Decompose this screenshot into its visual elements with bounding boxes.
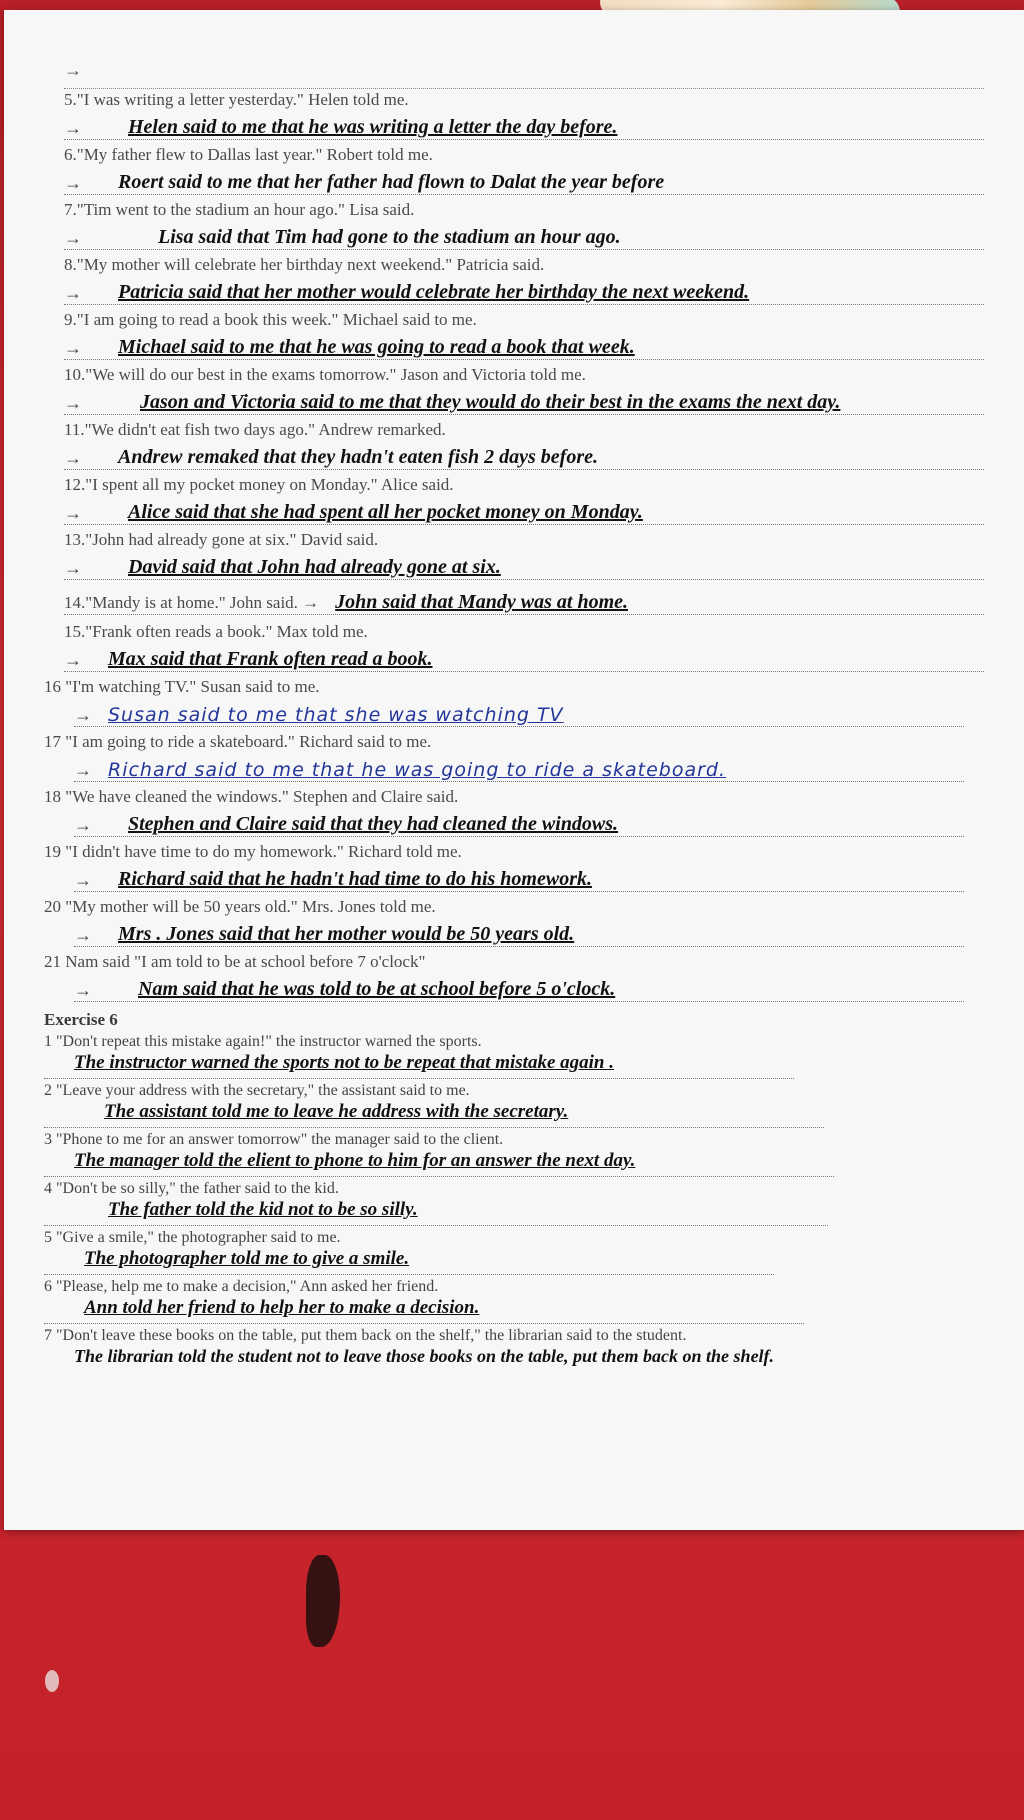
answer-line bbox=[74, 808, 964, 837]
light-speck bbox=[45, 1670, 59, 1692]
list-item bbox=[64, 364, 1004, 415]
arrow-icon: → bbox=[74, 925, 92, 945]
list-item bbox=[64, 89, 1004, 140]
arrow-icon: → bbox=[74, 705, 92, 725]
question-text: 17 "I am going to ride a skateboard." Richard said to me. bbox=[44, 732, 432, 751]
answer-line bbox=[64, 221, 984, 250]
answer-line bbox=[74, 918, 964, 947]
question-text: 21 Nam said "I am told to be at school before 7 o'clock" bbox=[44, 952, 426, 971]
list-item bbox=[64, 584, 984, 615]
arrow-icon: → bbox=[74, 980, 92, 1000]
question-text: 8."My mother will celebrate her birthday next weekend." Patricia said. bbox=[64, 255, 545, 274]
answer-text: David said that John had already gone at six. bbox=[128, 556, 501, 578]
answer-text: Jason and Victoria said to me that they would do their best in the exams the next day. bbox=[140, 391, 841, 413]
answer-line bbox=[64, 551, 984, 580]
question-text: 3 "Phone to me for an answer tomorrow" the manager said to the client. bbox=[44, 1131, 504, 1148]
answer-line bbox=[44, 1199, 828, 1226]
list-item bbox=[44, 786, 1004, 837]
handwritten-answer: Richard said to me that he was going to ride a skateboard. bbox=[108, 759, 727, 781]
question-text: 19 "I didn't have time to do my homework." Richard told me. bbox=[44, 842, 462, 861]
arrow-icon: → bbox=[64, 118, 82, 138]
answer-line bbox=[44, 1297, 804, 1324]
answer-line bbox=[74, 973, 964, 1002]
list-item bbox=[64, 419, 1004, 470]
list-item bbox=[64, 254, 1004, 305]
list-item bbox=[64, 529, 1004, 580]
list-item bbox=[44, 731, 1004, 782]
question-text: 12."I spent all my pocket money on Monday." Alice said. bbox=[64, 475, 454, 494]
answer-text: The instructor warned the sports not to be repeat that mistake again . bbox=[74, 1052, 614, 1073]
list-item bbox=[64, 474, 1004, 525]
answer-line bbox=[74, 863, 964, 892]
list-item bbox=[64, 199, 1004, 250]
list-item bbox=[44, 676, 1004, 727]
arrow-icon: → bbox=[74, 815, 92, 835]
question-text: 7."Tim went to the stadium an hour ago." Lisa said. bbox=[64, 200, 415, 219]
answer-text: Nam said that he was told to be at school before 5 o'clock. bbox=[138, 978, 616, 1000]
question-text: 4 "Don't be so silly," the father said to the kid. bbox=[44, 1180, 339, 1197]
arrow-icon: → bbox=[64, 228, 82, 248]
arrow-icon: → bbox=[64, 448, 82, 468]
question-text: 9."I am going to read a book this week." Michael said to me. bbox=[64, 310, 477, 329]
answer-text: Helen said to me that he was writing a letter the day before. bbox=[128, 116, 618, 138]
list-item bbox=[64, 144, 1004, 195]
answer-line bbox=[44, 1150, 834, 1177]
answer-text: The father told the kid not to be so silly. bbox=[108, 1199, 418, 1220]
answer-line bbox=[64, 276, 984, 305]
answer-line bbox=[64, 111, 984, 140]
answer-text: Richard said that he hadn't had time to do his homework. bbox=[118, 868, 592, 890]
answer-line bbox=[64, 496, 984, 525]
list-item bbox=[44, 951, 1004, 1002]
answer-line bbox=[44, 1052, 794, 1079]
question-text: 11."We didn't eat fish two days ago." Andrew remarked. bbox=[64, 420, 446, 439]
answer-text: Patricia said that her mother would celebrate her birthday the next weekend. bbox=[118, 281, 750, 303]
top-arrow-line: → bbox=[64, 60, 984, 89]
arrow-icon: → bbox=[64, 503, 82, 523]
question-text: 18 "We have cleaned the windows." Stephen and Claire said. bbox=[44, 787, 459, 806]
question-text: 5 "Give a smile," the photographer said to me. bbox=[44, 1229, 341, 1246]
answer-line bbox=[64, 331, 984, 360]
answer-text: The photographer told me to give a smile. bbox=[84, 1248, 410, 1269]
arrow-icon: → bbox=[74, 760, 92, 780]
answer-text: Max said that Frank often read a book. bbox=[108, 648, 433, 670]
question-text: 16 "I'm watching TV." Susan said to me. bbox=[44, 677, 320, 696]
answer-text: Stephen and Claire said that they had cleaned the windows. bbox=[128, 813, 619, 835]
answer-line bbox=[64, 166, 984, 195]
answer-line bbox=[64, 386, 984, 415]
answer-text: Andrew remaked that they hadn't eaten fish 2 days before. bbox=[118, 446, 598, 468]
worksheet-content bbox=[44, 60, 1004, 1374]
exercise-section bbox=[44, 1010, 1004, 1372]
list-item bbox=[44, 841, 1004, 892]
answer-text: Roert said to me that her father had flown to Dalat the year before bbox=[118, 171, 665, 193]
question-text: 20 "My mother will be 50 years old." Mrs. Jones told me. bbox=[44, 897, 436, 916]
answer-text: The manager told the elient to phone to him for an answer the next day. bbox=[74, 1150, 636, 1171]
question-text: 10."We will do our best in the exams tomorrow." Jason and Victoria told me. bbox=[64, 365, 586, 384]
answer-text: John said that Mandy was at home. bbox=[335, 591, 629, 613]
question-text: 5."I was writing a letter yesterday." Helen told me. bbox=[64, 90, 409, 109]
answer-line bbox=[44, 1248, 774, 1275]
answer-line bbox=[74, 753, 964, 782]
arrow-icon: → bbox=[74, 870, 92, 890]
answer-text: Lisa said that Tim had gone to the stadium an hour ago. bbox=[158, 226, 621, 248]
handwritten-answer: Susan said to me that she was watching TV bbox=[108, 704, 564, 726]
answer-text: The assistant told me to leave he address with the secretary. bbox=[104, 1101, 569, 1122]
question-text: 7 "Don't leave these books on the table, put them back on the shelf," the librarian said to the student. bbox=[44, 1327, 687, 1344]
list-item bbox=[64, 309, 1004, 360]
list-item bbox=[44, 896, 1004, 947]
question-text: 14."Mandy is at home." John said. → bbox=[64, 593, 320, 612]
question-text: 13."John had already gone at six." David said. bbox=[64, 530, 379, 549]
question-text: 2 "Leave your address with the secretary," the assistant said to me. bbox=[44, 1082, 470, 1099]
arrow-icon: → bbox=[64, 173, 82, 193]
answer-text: The librarian told the student not to leave those books on the table, put them back on the shelf. bbox=[74, 1346, 775, 1366]
arrow-icon: → bbox=[64, 283, 82, 303]
question-text: 1 "Don't repeat this mistake again!" the instructor warned the sports. bbox=[44, 1033, 482, 1050]
arrow-icon: → bbox=[64, 558, 82, 578]
arrow-icon: → bbox=[64, 650, 82, 670]
answer-text: Alice said that she had spent all her pocket money on Monday. bbox=[128, 501, 643, 523]
answer-line bbox=[64, 441, 984, 470]
exercise-title: Exercise 6 bbox=[44, 1010, 118, 1029]
question-text: 15."Frank often reads a book." Max told me. bbox=[64, 622, 368, 641]
arrow-icon: → bbox=[64, 338, 82, 358]
answer-text: Mrs . Jones said that her mother would be 50 years old. bbox=[118, 923, 575, 945]
answer-text: Michael said to me that he was going to read a book that week. bbox=[118, 336, 635, 358]
answer-line bbox=[44, 1101, 824, 1128]
question-text: 6."My father flew to Dallas last year." Robert told me. bbox=[64, 145, 433, 164]
answer-line bbox=[74, 698, 964, 727]
question-text: 6 "Please, help me to make a decision," Ann asked her friend. bbox=[44, 1278, 439, 1295]
answer-line bbox=[44, 1346, 994, 1372]
answer-text: Ann told her friend to help her to make a decision. bbox=[84, 1297, 480, 1318]
list-item bbox=[64, 621, 1004, 672]
arrow-icon: → bbox=[64, 393, 82, 413]
answer-line bbox=[64, 643, 984, 672]
